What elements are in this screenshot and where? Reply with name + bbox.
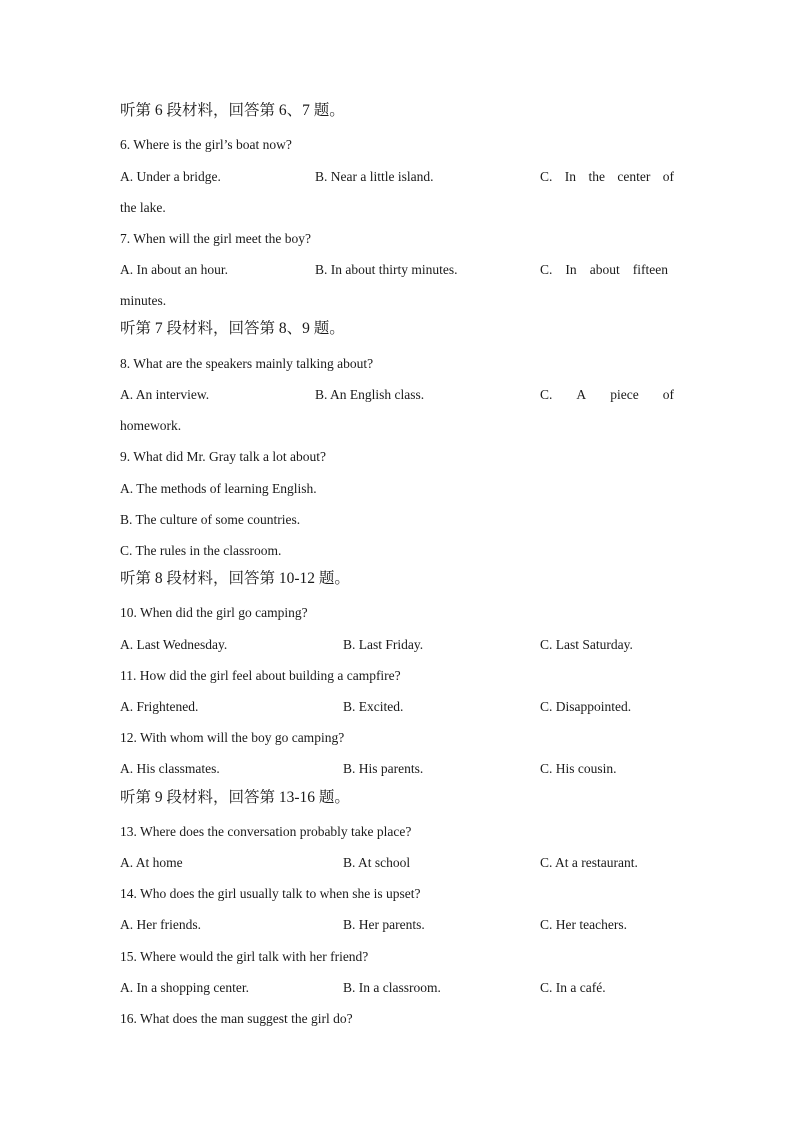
q7-option-a: A. In about an hour. — [120, 262, 228, 277]
q11-option-b: B. Excited. — [343, 699, 404, 714]
q9-option-b: B. The culture of some countries. — [120, 512, 301, 527]
q10-option-a: A. Last Wednesday. — [120, 637, 228, 652]
section-heading-9: 听第 9 段材料，回答第 13-16 题。 — [120, 789, 350, 806]
q6-option-c — [540, 169, 674, 185]
q15-option-b: B. In a classroom. — [343, 980, 441, 995]
q15-option-a: A. In a shopping center. — [120, 980, 249, 995]
q7-c-word: C. — [540, 262, 553, 277]
q8-c-word: C. — [540, 387, 553, 402]
q7-option-c-continued: minutes. — [120, 293, 167, 308]
q6-option-c-continued: the lake. — [120, 200, 166, 215]
question-13: 13. Where does the conversation probably take place? — [120, 824, 412, 839]
q12-option-a: A. His classmates. — [120, 761, 220, 776]
q13-option-b: B. At school — [343, 855, 411, 870]
q7-c-word: In — [565, 262, 577, 277]
question-10: 10. When did the girl go camping? — [120, 605, 308, 620]
q8-c-word: piece — [610, 387, 639, 402]
question-15: 15. Where would the girl talk with her friend? — [120, 949, 369, 964]
q8-option-a: A. An interview. — [120, 387, 210, 402]
question-6: 6. Where is the girl’s boat now? — [120, 137, 292, 152]
q7-option-b: B. In about thirty minutes. — [315, 262, 458, 277]
q7-c-word: about — [589, 262, 620, 277]
q7-option-c — [540, 262, 668, 278]
q13-option-a: A. At home — [120, 855, 183, 870]
q10-option-c: C. Last Saturday. — [540, 637, 633, 652]
q7-c-word: fifteen — [632, 262, 668, 277]
q8-c-word: of — [662, 387, 674, 402]
q6-c-word: C. — [540, 169, 553, 184]
q9-option-c: C. The rules in the classroom. — [120, 543, 282, 558]
q6-c-word: the — [588, 169, 605, 184]
q6-c-word: In — [564, 169, 577, 184]
q8-option-c — [540, 387, 674, 403]
question-8: 8. What are the speakers mainly talking about? — [120, 356, 374, 371]
q6-c-word: of — [662, 169, 674, 184]
q9-option-a: A. The methods of learning English. — [120, 481, 317, 496]
section-heading-8: 听第 8 段材料，回答第 10-12 题。 — [120, 570, 350, 587]
q11-option-c: C. Disappointed. — [540, 699, 632, 714]
section-heading-6: 听第 6 段材料，回答第 6、7 题。 — [120, 102, 345, 119]
q14-option-a: A. Her friends. — [120, 917, 201, 932]
q12-option-c: C. His cousin. — [540, 761, 617, 776]
q12-option-b: B. His parents. — [343, 761, 424, 776]
q10-option-b: B. Last Friday. — [343, 637, 424, 652]
question-16: 16. What does the man suggest the girl do? — [120, 1011, 353, 1026]
question-14: 14. Who does the girl usually talk to when she is upset? — [120, 886, 421, 901]
question-11: 11. How did the girl feel about building a campfire? — [120, 668, 401, 683]
q6-c-word: center — [617, 169, 651, 184]
question-7: 7. When will the girl meet the boy? — [120, 231, 311, 246]
q15-option-c: C. In a café. — [540, 980, 606, 995]
q6-option-a: A. Under a bridge. — [120, 169, 221, 184]
q8-c-word: A — [576, 387, 587, 402]
q11-option-a: A. Frightened. — [120, 699, 199, 714]
q14-option-c: C. Her teachers. — [540, 917, 627, 932]
q8-option-b: B. An English class. — [315, 387, 425, 402]
q14-option-b: B. Her parents. — [343, 917, 425, 932]
q13-option-c: C. At a restaurant. — [540, 855, 638, 870]
section-heading-7: 听第 7 段材料，回答第 8、9 题。 — [120, 320, 345, 337]
q6-option-b: B. Near a little island. — [315, 169, 434, 184]
question-12: 12. With whom will the boy go camping? — [120, 730, 345, 745]
q8-option-c-continued: homework. — [120, 418, 182, 433]
question-9: 9. What did Mr. Gray talk a lot about? — [120, 449, 326, 464]
